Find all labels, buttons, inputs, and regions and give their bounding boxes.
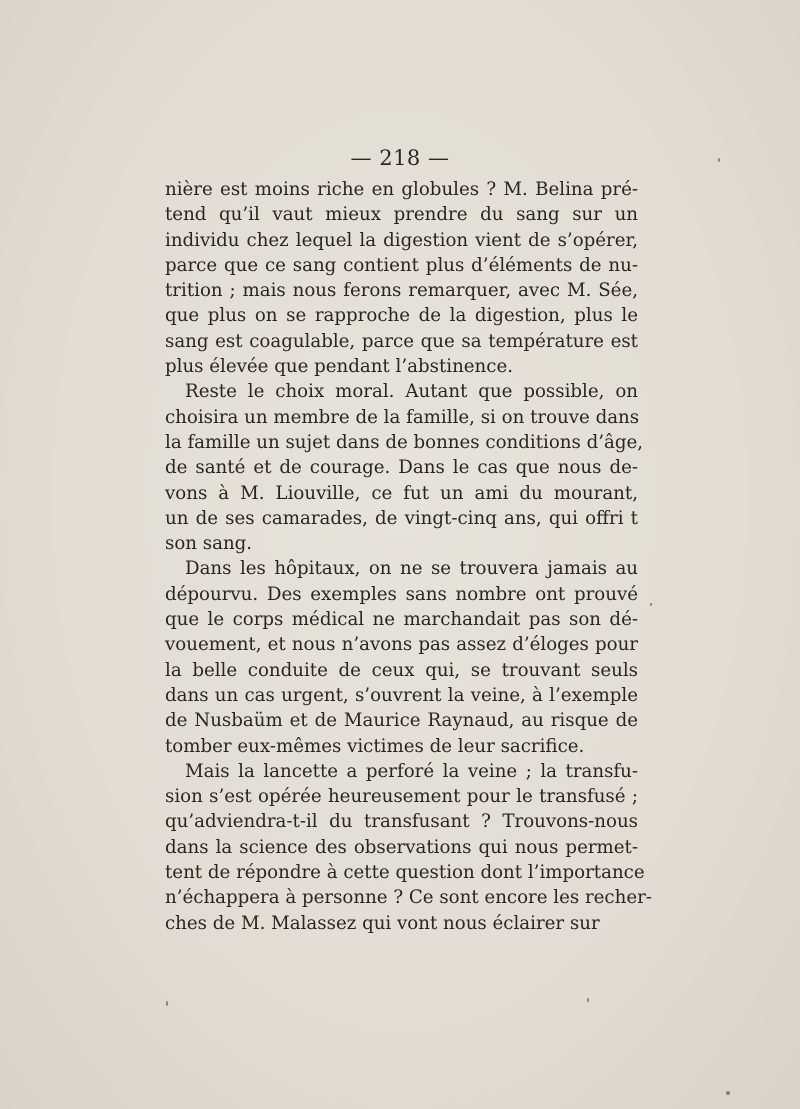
text-line: tend qu’il vaut mieux prendre du sang sur un — [165, 204, 638, 226]
text-line: que plus on se rapproche de la digestion, plus le — [165, 305, 638, 327]
text-line: que le corps médical ne marchandait pas son dé- — [165, 609, 638, 631]
text-line: qu’adviendra-t-il du transfusant ? Trouvons-nous — [165, 811, 638, 833]
text-line: vons à M. Liouville, ce fut un ami du mourant, — [165, 482, 638, 504]
text-line: ches de M. Malassez qui vont nous éclairer sur — [165, 912, 600, 934]
text-line: tomber eux-mêmes victimes de leur sacrifice. — [165, 735, 585, 757]
text-line: vouement, et nous n’avons pas assez d’éloges pour — [165, 634, 638, 656]
paragraph-start-line: Dans les hôpitaux, on ne se trouvera jamais au — [185, 558, 638, 580]
text-line: trition ; mais nous ferons remarquer, avec M. Sée, — [165, 280, 638, 302]
paragraph-start-line: Mais la lancette a perforé la veine ; la transfu- — [185, 760, 638, 782]
text-line: la famille un sujet dans de bonnes conditions d’âge, — [165, 431, 644, 453]
paper-speck — [587, 998, 589, 1002]
text-line: nière est moins riche en globules ? M. Belina pré- — [165, 179, 638, 200]
text-line: tent de répondre à cette question dont l’importance — [165, 862, 645, 884]
text-line: un de ses camarades, de vingt-cinq ans, qui offri t — [165, 507, 638, 529]
paragraph-start-line: Reste le choix moral. Autant que possible, on — [185, 381, 638, 403]
text-line: dans un cas urgent, s’ouvrent la veine, à l’exemple — [165, 684, 638, 706]
text-line: parce que ce sang contient plus d’éléments de nu- — [165, 254, 638, 276]
text-line: son sang. — [165, 533, 253, 555]
text-line: dans la science des observations qui nous permet- — [165, 836, 638, 858]
text-line: choisira un membre de la famille, si on trouve dans — [165, 406, 640, 428]
text-line: sion s’est opérée heureusement pour le transfusé ; — [165, 786, 638, 808]
text-line: n’échappera à personne ? Ce sont encore les recher- — [165, 887, 652, 909]
page-number: — 218 — — [350, 146, 450, 170]
text-line: sang est coagulable, parce que sa température est — [165, 330, 638, 352]
text-line: la belle conduite de ceux qui, se trouvant seuls — [165, 659, 638, 681]
paper-speck — [726, 1091, 730, 1095]
text-line: dépourvu. Des exemples sans nombre ont prouvé — [165, 583, 638, 605]
paper-speck — [650, 603, 652, 606]
paper-speck — [166, 1001, 168, 1006]
text-line: individu chez lequel la digestion vient de s’opérer, — [165, 229, 638, 251]
text-line: de Nusbaüm et de Maurice Raynaud, au risque de — [165, 710, 638, 732]
text-line: plus élevée que pendant l’abstinence. — [165, 356, 513, 378]
text-line: de santé et de courage. Dans le cas que nous de- — [165, 457, 638, 479]
paper-speck — [718, 158, 720, 162]
body-text — [165, 177, 652, 936]
